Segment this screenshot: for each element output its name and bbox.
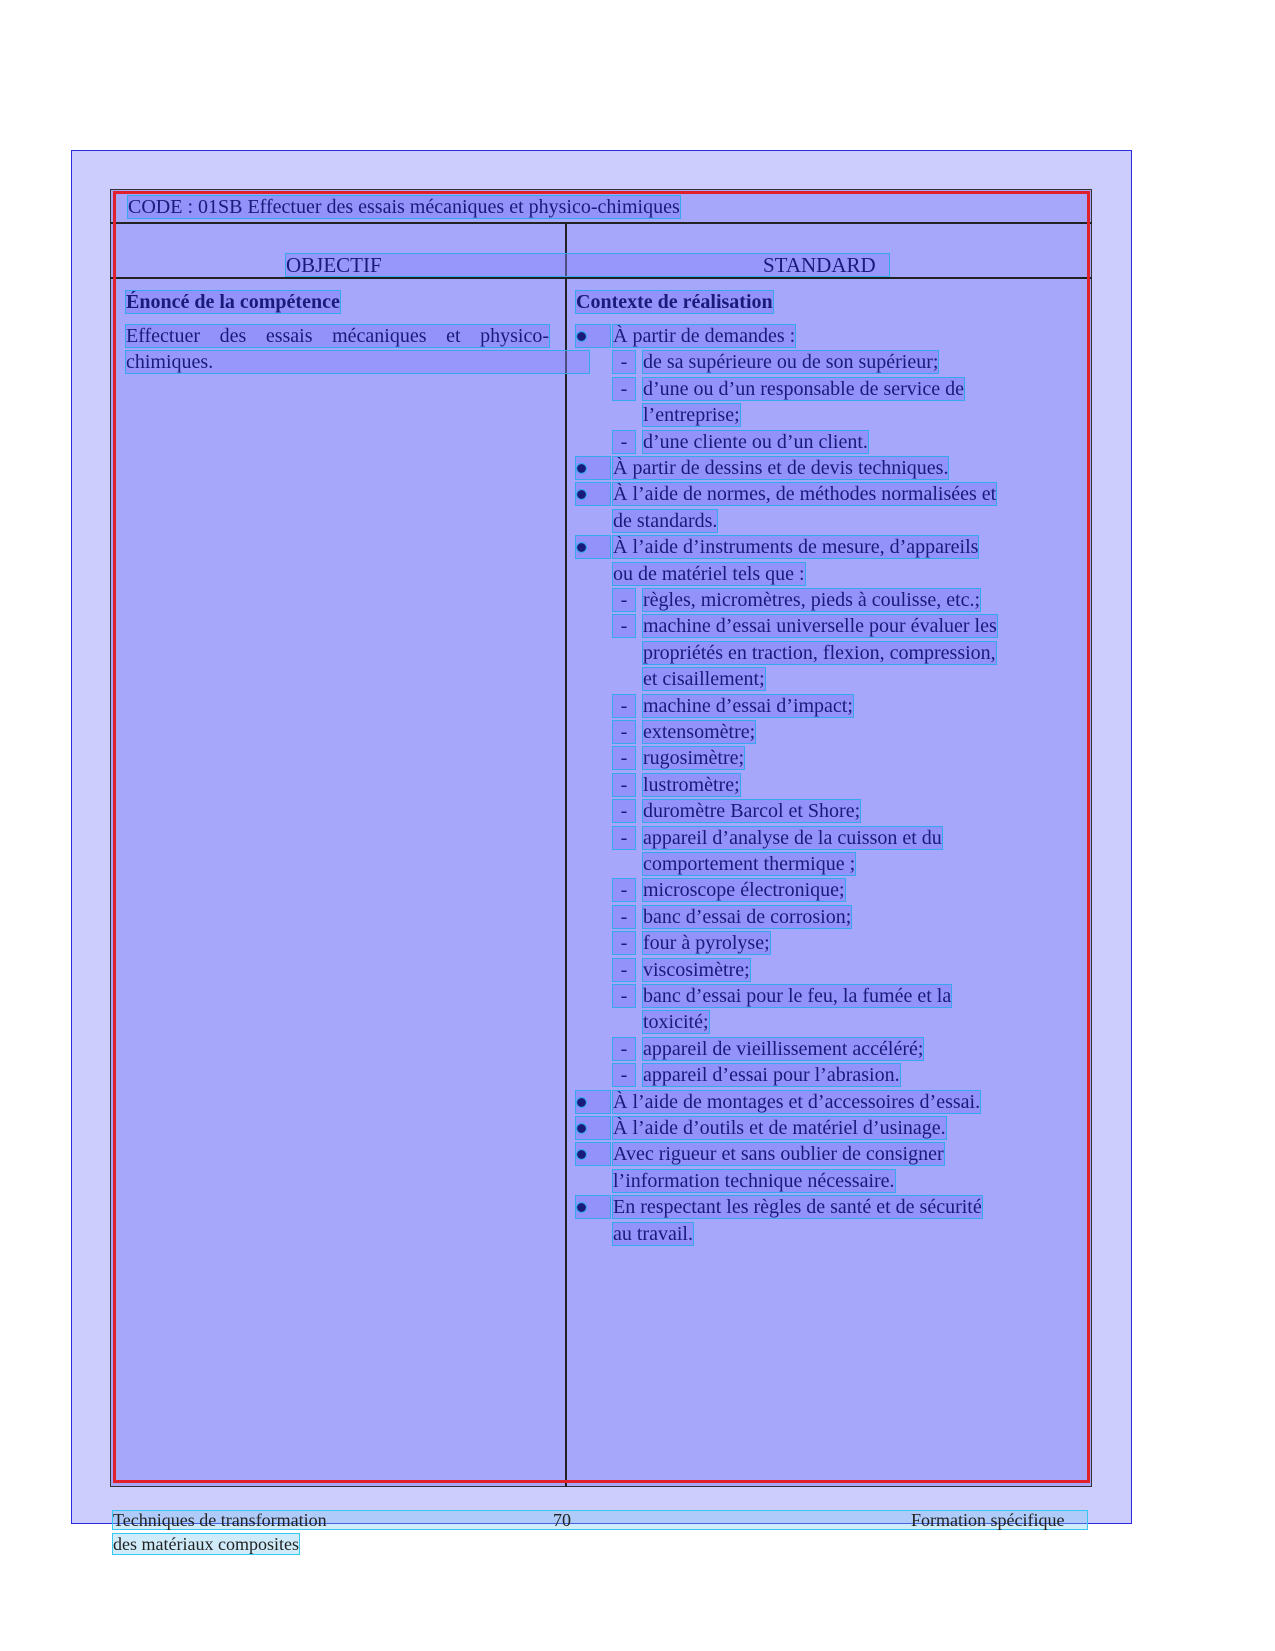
dash-marker: - [613,827,635,849]
context-line: À l’aide d’instruments de mesure, d’appareils [613,536,979,558]
dash-marker: - [613,879,635,901]
context-line: duromètre Barcol et Shore; [643,800,861,822]
context-line: banc d’essai de corrosion; [643,906,852,928]
bullet-icon [577,464,586,473]
dash-marker: - [613,1064,635,1086]
context-line: four à pyrolyse; [643,932,770,954]
dash-marker: - [613,774,635,796]
context-line: banc d’essai pour le feu, la fumée et la [643,985,952,1007]
page-number: 70 [553,1510,571,1530]
context-line: appareil d’essai pour l’abrasion. [643,1064,900,1086]
context-line: viscosimètre; [643,959,750,981]
context-line: et cisaillement; [643,668,765,690]
footer-program-line1: Techniques de transformation [113,1510,327,1530]
dash-marker: - [613,721,635,743]
context-line: comportement thermique ; [643,853,856,875]
code-line: CODE : 01SB Effectuer des essais mécaniques et physico-chimiques [128,196,680,218]
context-line: rugosimètre; [643,747,745,769]
context-line: d’une cliente ou d’un client. [643,431,868,453]
dash-marker: - [613,431,635,453]
context-line: de sa supérieure ou de son supérieur; [643,351,939,373]
dash-marker: - [613,747,635,769]
dash-marker: - [613,615,635,637]
bullet-icon [577,1203,586,1212]
dash-marker: - [613,589,635,611]
bullet-icon [577,490,586,499]
context-line: au travail. [613,1223,693,1245]
dash-marker: - [613,1038,635,1060]
context-line: À l’aide d’outils et de matériel d’usinage. [613,1117,946,1139]
footer-program-line2: des matériaux composites [113,1534,299,1554]
dash-marker: - [613,695,635,717]
bullet-icon [577,543,586,552]
context-line: machine d’essai universelle pour évaluer les [643,615,997,637]
context-line: extensomètre; [643,721,756,743]
competence-title: Énoncé de la compétence [126,291,340,313]
bullet-icon [577,1098,586,1107]
bullet-icon [577,332,586,341]
context-line: microscope électronique; [643,879,845,901]
context-title: Contexte de réalisation [576,291,773,313]
competence-text-line2: chimiques. [126,351,214,373]
context-line: En respectant les règles de santé et de sécurité [613,1196,982,1218]
dash-marker: - [613,932,635,954]
context-line: À partir de demandes : [613,325,796,347]
context-line: de standards. [613,510,718,532]
column-header-divider [110,277,1092,279]
context-line: machine d’essai d’impact; [643,695,853,717]
competence-text-line1: Effectuer des essais mécaniques et physico- [126,325,549,347]
dash-marker: - [613,800,635,822]
dash-marker: - [613,959,635,981]
objectif-header: OBJECTIF [286,253,382,277]
dash-marker: - [613,351,635,373]
context-line: règles, micromètres, pieds à coulisse, etc.; [643,589,981,611]
column-divider [565,222,567,1487]
context-line: appareil d’analyse de la cuisson et du [643,827,942,849]
context-line: lustromètre; [643,774,740,796]
context-line: appareil de vieillissement accéléré; [643,1038,924,1060]
dash-marker: - [613,378,635,400]
context-line: l’entreprise; [643,404,740,426]
dash-marker: - [613,906,635,928]
context-line: À l’aide de montages et d’accessoires d’essai. [613,1091,981,1113]
context-line: propriétés en traction, flexion, compression, [643,642,996,664]
bullet-icon [577,1124,586,1133]
footer-section: Formation spécifique [911,1510,1065,1530]
context-line: Avec rigueur et sans oublier de consigner [613,1143,944,1165]
context-line: ou de matériel tels que : [613,563,805,585]
standard-header: STANDARD [763,253,876,277]
header-divider [110,222,1092,224]
context-line: l’information technique nécessaire. [613,1170,895,1192]
context-line: À l’aide de normes, de méthodes normalisées et [613,483,997,505]
context-line: toxicité; [643,1011,709,1033]
context-line: d’une ou d’un responsable de service de [643,378,964,400]
dash-marker: - [613,985,635,1007]
context-line: À partir de dessins et de devis techniques. [613,457,949,479]
bullet-icon [577,1150,586,1159]
